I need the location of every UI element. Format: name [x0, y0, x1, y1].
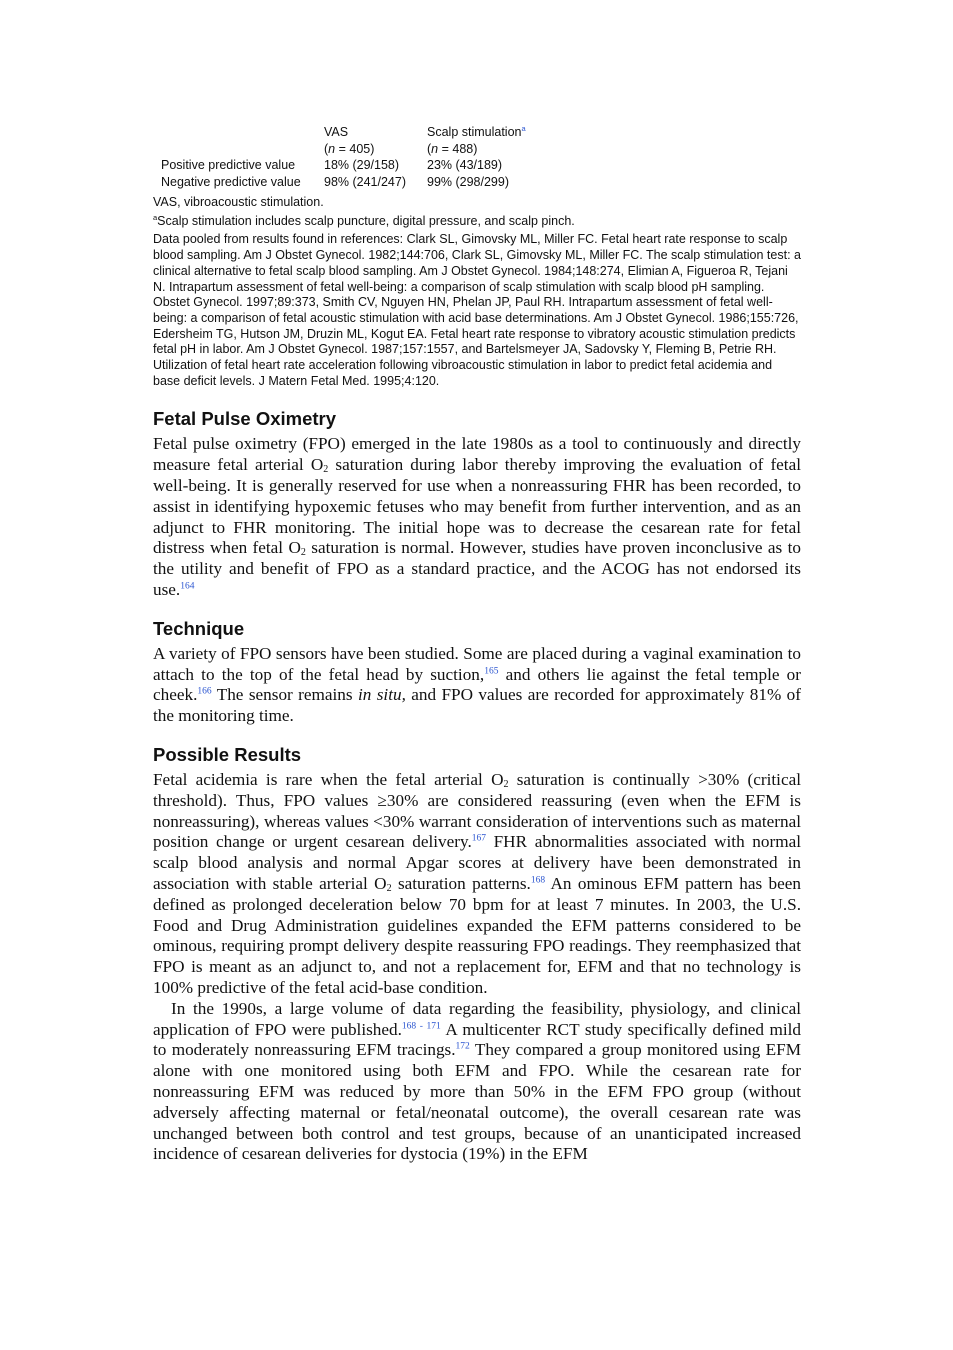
row-label: Negative predictive value: [161, 174, 301, 189]
reference-link[interactable]: 165: [484, 665, 499, 676]
predictive-value-table: [159, 124, 532, 190]
table-n-row: [159, 141, 532, 158]
heading-possible-results: Possible Results: [153, 744, 302, 765]
row-scalp-value: 99% (298/299): [427, 174, 510, 189]
reference-link[interactable]: 168: [530, 875, 546, 886]
paragraph-fpo: Fetal pulse oximetry (FPO) emerged in the late 1980s as a tool to continuously and directly measure fetal arterial $O_2$ saturation during labor thereby improving the evaluation of fetal well-being. It is generally reserved for use when a nonreassuring FHR has been recorded, to assist in identifying hypoxemic fetuses who may benefit from further intervention, and as an adjunct to FHR monitoring. The initial hope was to decrease the cesarean rate for fetal distress when fetal $O_2$ saturation is normal. However, studies have proven inconclusive as to the utility and benefit of FPO as a standard practice, and the ACOG has not endorsed its use.$^{164}$: [153, 434, 801, 600]
table-n-vas: (n = 405): [324, 141, 375, 156]
table-row: [159, 157, 532, 174]
paragraph-technique: A variety of FPO sensors have been studied. Some are placed during a vaginal examination to attach to the top of the fetal head by suction,$^{165}$ and others lie against the fetal temple or cheek.$^{166}$ The sensor remains in situ, and FPO values are recorded for approximately 81% of the monitoring time.: [153, 643, 801, 726]
source-note: Data pooled from results found in references: Clark SL, Gimovsky ML, Miller FC. Fetal heart rate response to scalp blood sampling. Am J Obstet Gynecol. 1982;144:706, Clark SL, Gimovsky ML, Miller FC. The scalp stimulation test: a clinical alternative to fetal scalp blood sampling. Am J Obstet Gynecol. 1984;148:274, Elimian A, Figueroa R, Tejani N. Intrapartum assessment of fetal well-being: a comparison of scalp stimulation with scalp blood pH sampling. Obstet Gynecol. 1997;89:373, Smith CV, Nguyen HN, Phelan JP, Paul RH. Intrapartum assessment of fetal well-being: a comparison of fetal acoustic stimulation with acid base determinations. Am J Obstet Gynecol. 1986;155:726, Edersheim TG, Hutson JM, Druzin ML, Kogut EA. Fetal heart rate response to vibratory acoustic stimulation predicts fetal pH in labor. Am J Obstet Gynecol. 1987;157:1557, and Bartelsmeyer JA, Sadovsky Y, Fleming B, Petrie RH. Utilization of fetal heart rate acceleration following vibroacoustic stimulation in labor to predict fetal acidemia and base deficit levels. J Matern Fetal Med. 1995;4:120.: [153, 232, 801, 388]
table-n-scalp: (n = 488): [427, 141, 478, 156]
footnote-marker: a: [521, 123, 526, 133]
footnote-a: $^a$Scalp stimulation includes scalp puncture, digital pressure, and scalp pinch.: [153, 212, 575, 228]
heading-fetal-pulse-oximetry: Fetal Pulse Oximetry: [153, 408, 337, 430]
reference-link[interactable]: 168 - 171: [401, 1020, 441, 1031]
table-notes: [153, 195, 801, 389]
reference-link[interactable]: 172: [455, 1041, 470, 1052]
reference-link[interactable]: 167: [471, 833, 486, 844]
document-page: [153, 124, 801, 1165]
row-vas-value: 18% (29/158): [324, 158, 400, 172]
table-row: [159, 174, 532, 191]
table-header-row: [159, 124, 532, 141]
table-header-vas: VAS: [324, 125, 349, 139]
abbreviation-note: VAS, vibroacoustic stimulation.: [153, 195, 324, 209]
reference-link[interactable]: 166: [197, 686, 212, 697]
heading-technique: Technique: [153, 617, 245, 639]
row-scalp-value: 23% (43/189): [427, 158, 503, 172]
paragraph-results-1: Fetal acidemia is rare when the fetal arterial $O_2$ saturation is continually >30% (critical threshold). Thus, FPO values ≥30% are considered reassuring (even when the EFM is nonreassuring), whereas values <30% warrant consideration of interventions such as maternal position change or urgent cesarean delivery.$^{167}$ FHR abnormalities associated with normal scalp blood analysis and normal Apgar scores at delivery have been demonstrated in association with stable arterial $O_2$ saturation patterns.$^{168}$ An ominous EFM pattern has been defined as prolonged deceleration below 70 bpm for at least 7 minutes. In 2003, the U.S. Food and Drug Administration guidelines expanded the EFM patterns considered to be ominous, requiring prompt delivery despite reassuring FPO readings. They reemphasized that FPO is meant as an adjunct to, and not a replacement for, EFM and that no technology is 100% predictive of the fetal acid-base condition.: [153, 770, 802, 997]
table-header-scalp: Scalp stimulation$^a$: [427, 123, 526, 139]
row-label: Positive predictive value: [161, 158, 296, 172]
row-vas-value: 98% (241/247): [324, 174, 407, 189]
paragraph-results-2: In the 1990s, a large volume of data regarding the feasibility, physiology, and clinical application of FPO were published.$^{168 - 171}$ A multicenter RCT study specifically defined mild to moderately nonreassuring EFM tracings.$^{172}$ They compared a group monitored using EFM alone with one monitored using both EFM and FPO. While the cesarean rate for nonreassuring EFM was reduced by more than 50% in the EFM FPO group (without adversely affecting maternal or fetal/neonatal outcome), the overall cesarean rate was unchanged between both control and test groups, because of an unanticipated increased incidence of cesarean deliveries for dystocia (19%) in the EFM: [153, 998, 801, 1164]
reference-link[interactable]: 164: [180, 581, 195, 592]
